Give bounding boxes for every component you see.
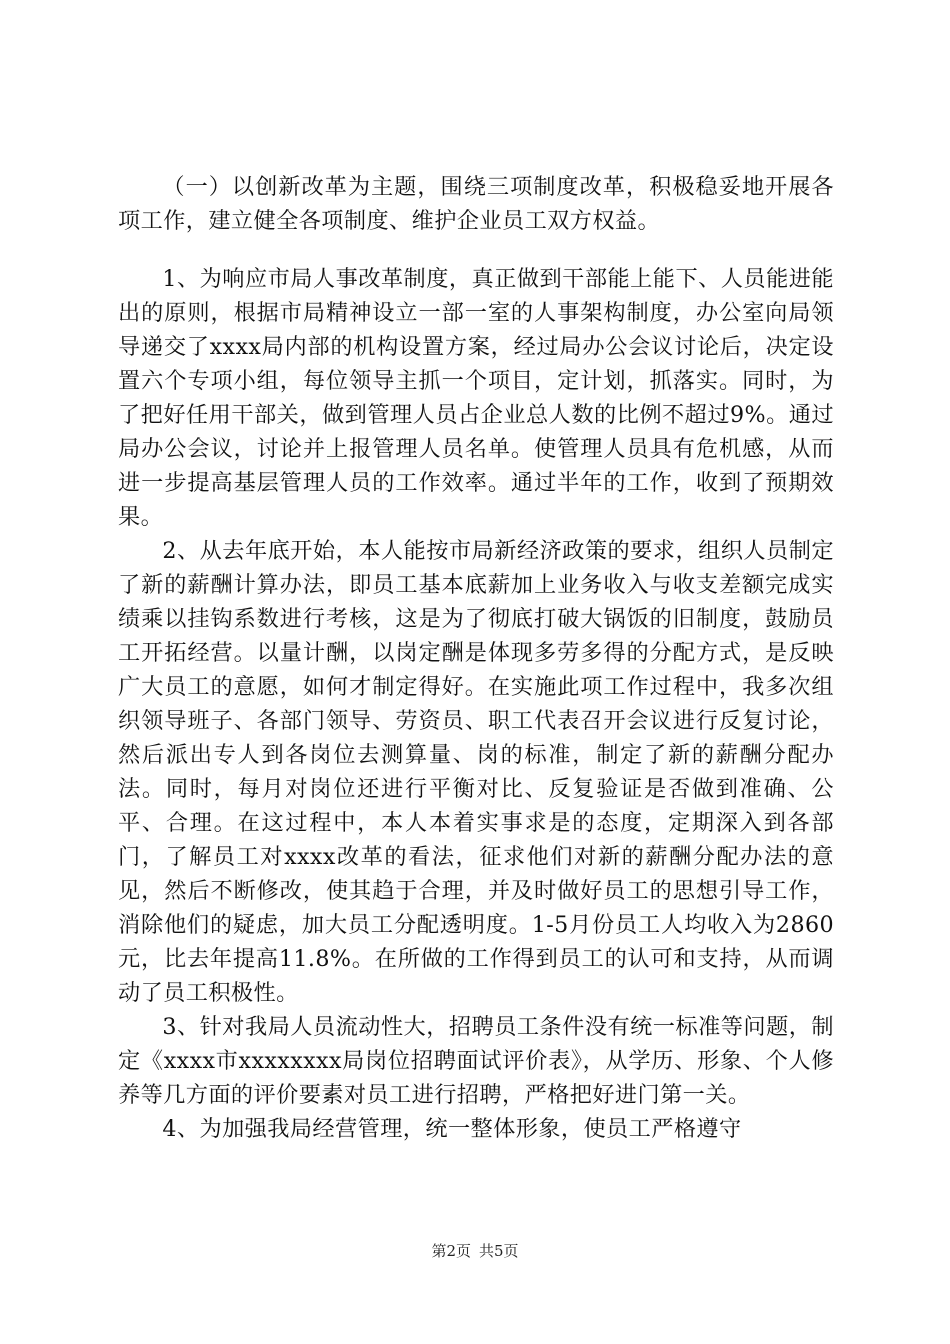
page-number: 第2页	[431, 1242, 471, 1260]
paragraph-3: 3、针对我局人员流动性大，招聘员工条件没有统一标准等问题，制定《xxxx市xxxxxxxx局岗位招聘面试评价表》，从学历、形象、个人修养等几方面的评价要素对员工进行招聘，严格把好进门第一关。	[118, 1014, 834, 1108]
paragraph-2: 2、从去年底开始，本人能按市局新经济政策的要求，组织人员制定了新的薪酬计算办法，即员工基本底薪加上业务收入与收支差额完成实绩乘以挂钩系数进行考核，这是为了彻底打破大锅饭的旧制度，鼓励员工开拓经营。以量计酬，以岗定酬是体现多劳多得的分配方式，是反映广大员工的意愿，如何才制定得好。在实施此项工作过程中，我多次组织领导班子、各部门领导、劳资员、职工代表召开会议进行反复讨论，然后派出专人到各岗位去测算量、岗的标准，制定了新的薪酬分配办法。同时，每月对岗位还进行平衡对比、反复验证是否做到准确、公平、合理。在这过程中，本人本着实事求是的态度，定期深入到各部门，了解员工对xxxx改革的看法，征求他们对新的薪酬分配办法的意见，然后不断修改，使其趋于合理，并及时做好员工的思想引导工作，消除他们的疑虑，加大员工分配透明度。1-5月份员工人均收入为2860元，比去年提高11.8%。在所做的工作得到员工的认可和支持，从而调动了员工积极性。	[118, 538, 834, 1006]
page-total: 共5页	[479, 1242, 519, 1260]
paragraph-4: 4、为加强我局经营管理，统一整体形象，使员工严格遵守	[162, 1116, 742, 1142]
section-heading-paragraph: （一）以创新改革为主题，围绕三项制度改革，积极稳妥地开展各项工作，建立健全各项制度、维护企业员工双方权益。	[118, 174, 834, 234]
paragraph-1: 1、为响应市局人事改革制度，真正做到干部能上能下、人员能进能出的原则，根据市局精神设立一部一室的人事架构制度，办公室向局领导递交了xxxx局内部的机构设置方案，经过局办公会议讨论后，决定设置六个专项小组，每位领导主抓一个项目，定计划，抓落实。同时，为了把好任用干部关，做到管理人员占企业总人数的比例不超过9%。通过局办公会议，讨论并上报管理人员名单。使管理人员具有危机感，从而进一步提高基层管理人员的工作效率。通过半年的工作，收到了预期效果。	[118, 266, 834, 530]
document-body	[118, 170, 834, 1146]
page-footer	[0, 1240, 950, 1261]
